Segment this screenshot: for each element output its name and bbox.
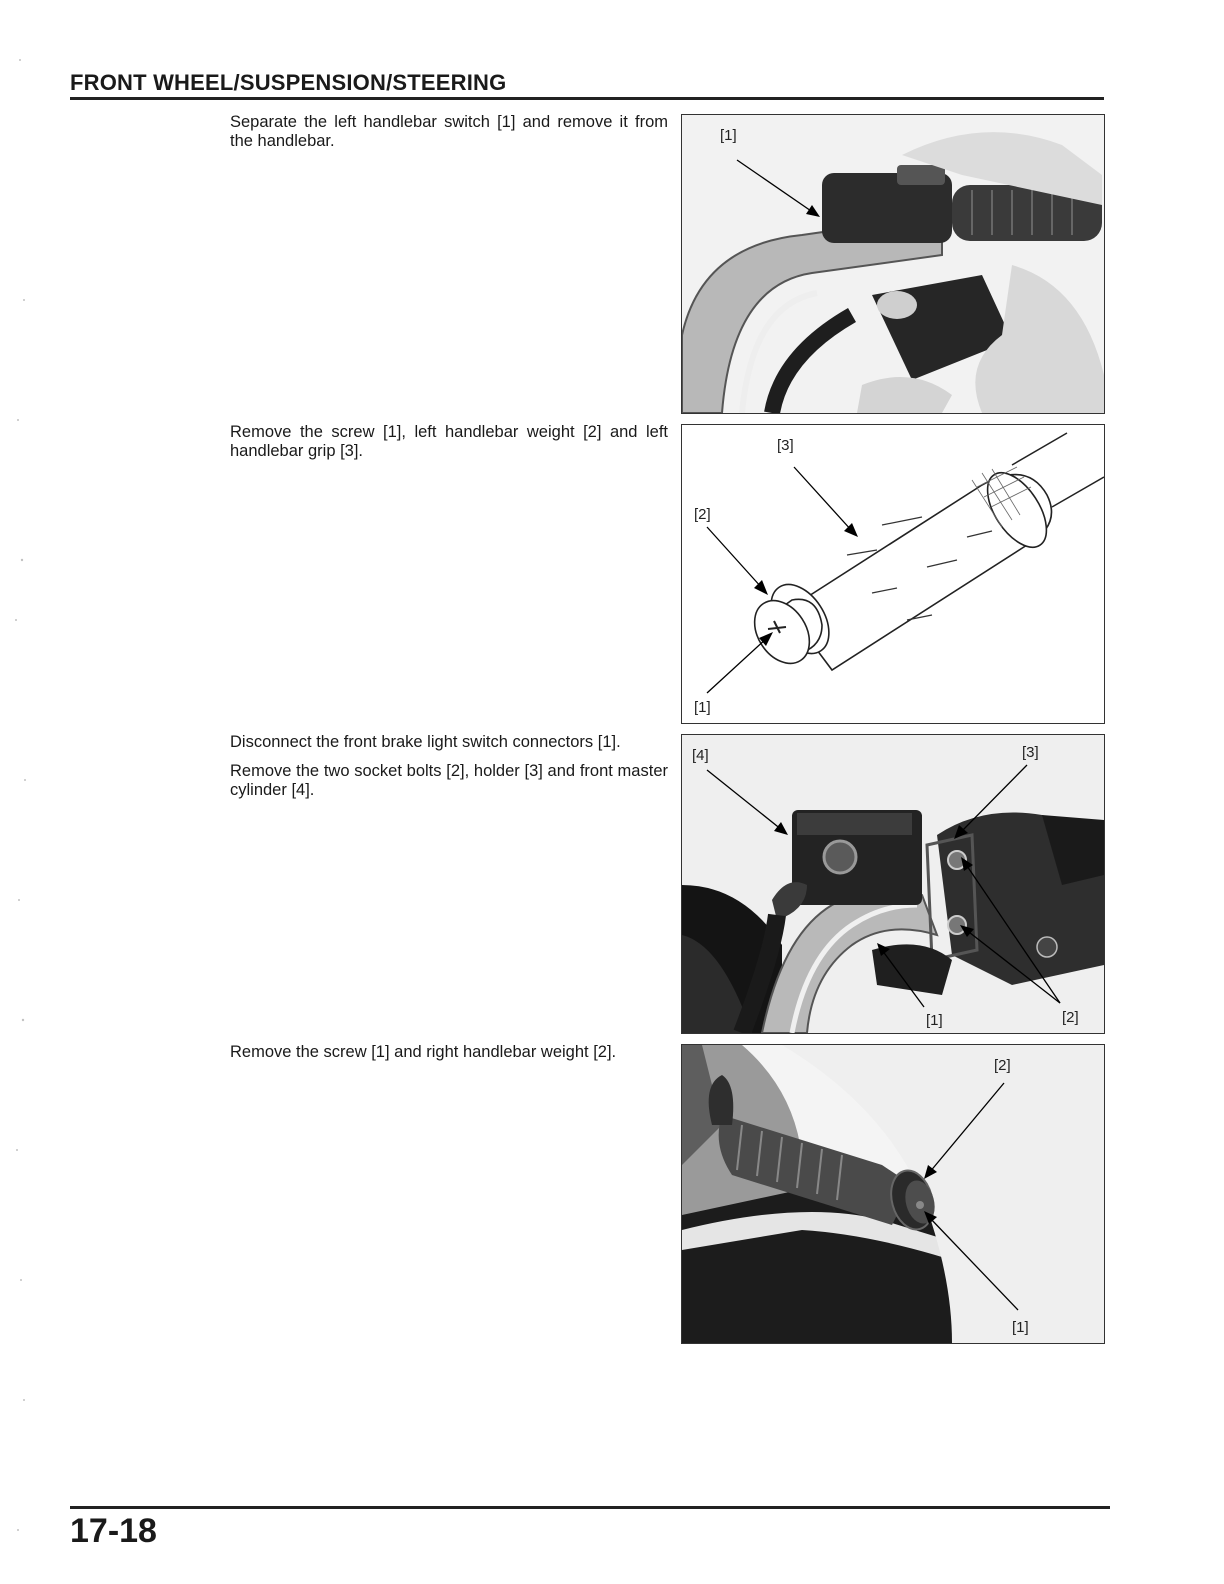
callout-1: [1]	[720, 127, 737, 144]
scan-margin-speckle	[0, 0, 40, 1584]
callout-2: [2]	[694, 506, 711, 523]
figure-right-handlebar-weight	[681, 1044, 1105, 1344]
step-1-paragraph-1: Separate the left handlebar switch [1] and remove it from the handlebar.	[230, 113, 668, 150]
page-number: 17-18	[70, 1512, 157, 1550]
page-header	[70, 70, 1104, 100]
callout-3: [3]	[777, 437, 794, 454]
callout-1: [1]	[1012, 1319, 1029, 1336]
callout-2: [2]	[1062, 1009, 1079, 1026]
callout-2: [2]	[994, 1057, 1011, 1074]
callout-4: [4]	[692, 747, 709, 764]
handlebar-grip-illustration	[682, 425, 1104, 723]
step-4-text	[230, 1043, 668, 1072]
master-cylinder-illustration	[682, 735, 1104, 1033]
step-1-text	[230, 113, 668, 161]
step-2-text	[230, 423, 668, 471]
step-3-paragraph-1: Disconnect the front brake light switch connectors [1].	[230, 733, 621, 751]
step-4-paragraph-1: Remove the screw [1] and right handlebar weight [2].	[230, 1043, 617, 1061]
step-3-text	[230, 733, 668, 810]
footer-rule	[70, 1506, 1110, 1509]
step-3-paragraph-2: Remove the two socket bolts [2], holder [3] and front master cylinder [4].	[230, 762, 668, 799]
figure-front-master-cylinder	[681, 734, 1105, 1034]
handlebar-switch-illustration	[682, 115, 1104, 413]
section-title: FRONT WHEEL/SUSPENSION/STEERING	[70, 70, 507, 95]
step-2-paragraph-1: Remove the screw [1], left handlebar weight [2] and left handlebar grip [3].	[230, 423, 668, 460]
callout-3: [3]	[1022, 744, 1039, 761]
callout-1: [1]	[694, 699, 711, 716]
right-handlebar-weight-illustration	[682, 1045, 1104, 1343]
figure-left-handlebar-grip	[681, 424, 1105, 724]
callout-1: [1]	[926, 1012, 943, 1029]
figure-left-handlebar-switch	[681, 114, 1105, 414]
